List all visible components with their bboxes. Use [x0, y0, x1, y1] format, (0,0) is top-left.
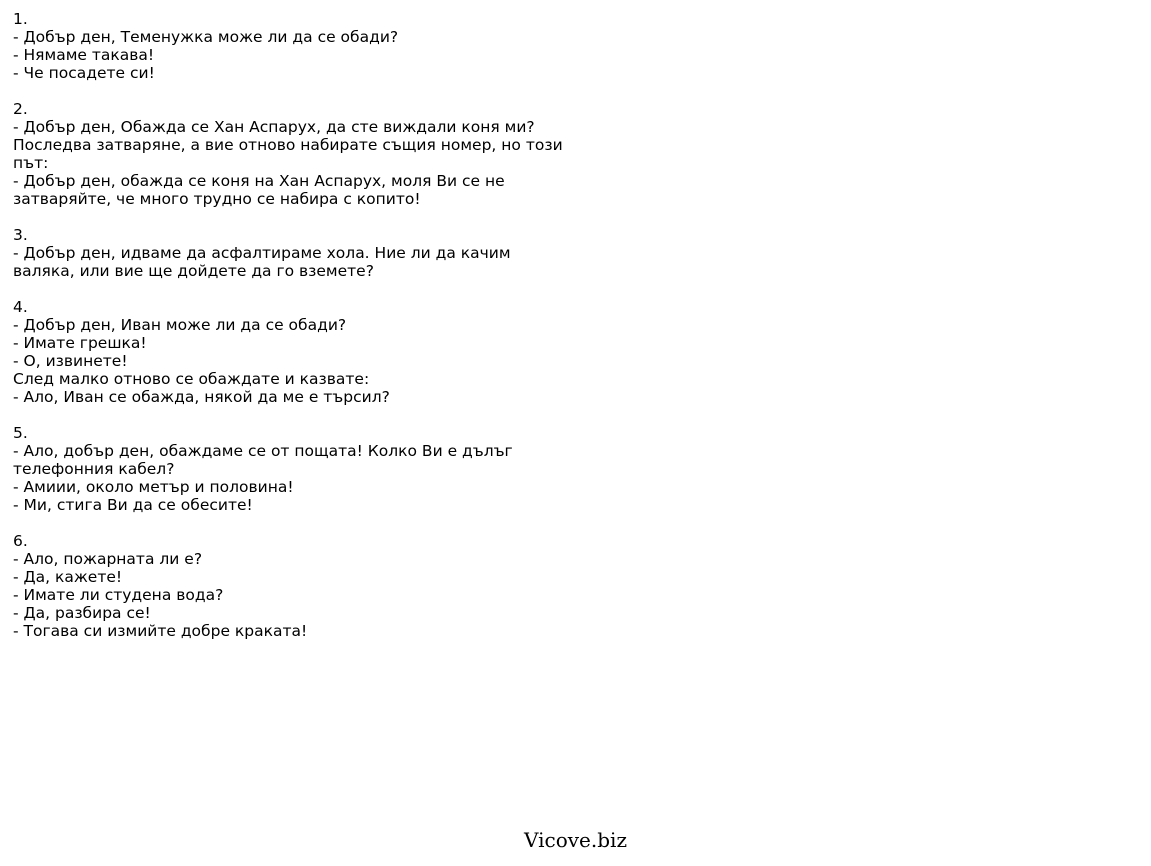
joke-number: 1. — [13, 10, 28, 28]
joke-line: - Ми, стига Ви да се обесите! — [13, 496, 253, 514]
joke-item — [13, 298, 573, 406]
joke-item — [13, 100, 573, 208]
joke-number: 3. — [13, 226, 28, 244]
joke-item — [13, 424, 573, 514]
joke-line: - Тогава си измийте добре краката! — [13, 622, 308, 640]
jokes-list — [13, 10, 573, 658]
joke-line: - О, извинете! — [13, 352, 128, 370]
joke-line: - Ало, пожарната ли е? — [13, 550, 203, 568]
joke-item — [13, 532, 573, 640]
joke-number: 4. — [13, 298, 28, 316]
joke-line: - Че посадете си! — [13, 64, 155, 82]
joke-line: - Имате ли студена вода? — [13, 586, 224, 604]
joke-number: 2. — [13, 100, 28, 118]
joke-line: - Нямаме такава! — [13, 46, 155, 64]
joke-line: - Да, разбира се! — [13, 604, 151, 622]
joke-item — [13, 226, 573, 280]
joke-line: След малко отново се обаждате и казвате: — [13, 370, 370, 388]
joke-item — [13, 10, 573, 82]
joke-number: 5. — [13, 424, 28, 442]
joke-line: - Имате грешка! — [13, 334, 147, 352]
joke-line: - Добър ден, идваме да асфалтираме хола. Ние ли да качим валяка, или вие ще дойдете да го вземете? — [13, 244, 511, 280]
joke-line: - Добър ден, обажда се коня на Хан Аспарух, моля Ви се не затваряйте, че много трудно се набира с копито! — [13, 172, 505, 208]
joke-line: - Добър ден, Обажда се Хан Аспарух, да сте виждали коня ми? — [13, 118, 535, 136]
joke-line: - Ало, добър ден, обаждаме се от пощата! Колко Ви е дълъг телефонния кабел? — [13, 442, 513, 478]
joke-line: - Да, кажете! — [13, 568, 123, 586]
joke-number: 6. — [13, 532, 28, 550]
joke-line: - Ало, Иван се обажда, някой да ме е търсил? — [13, 388, 390, 406]
joke-line: - Добър ден, Иван може ли да се обади? — [13, 316, 347, 334]
joke-line: Последва затваряне, а вие отново набирате същия номер, но този път: — [13, 136, 563, 172]
footer-site-name: Vicove.biz — [524, 828, 627, 852]
joke-line: - Добър ден, Теменужка може ли да се обади? — [13, 28, 399, 46]
joke-line: - Амиии, около метър и половина! — [13, 478, 294, 496]
